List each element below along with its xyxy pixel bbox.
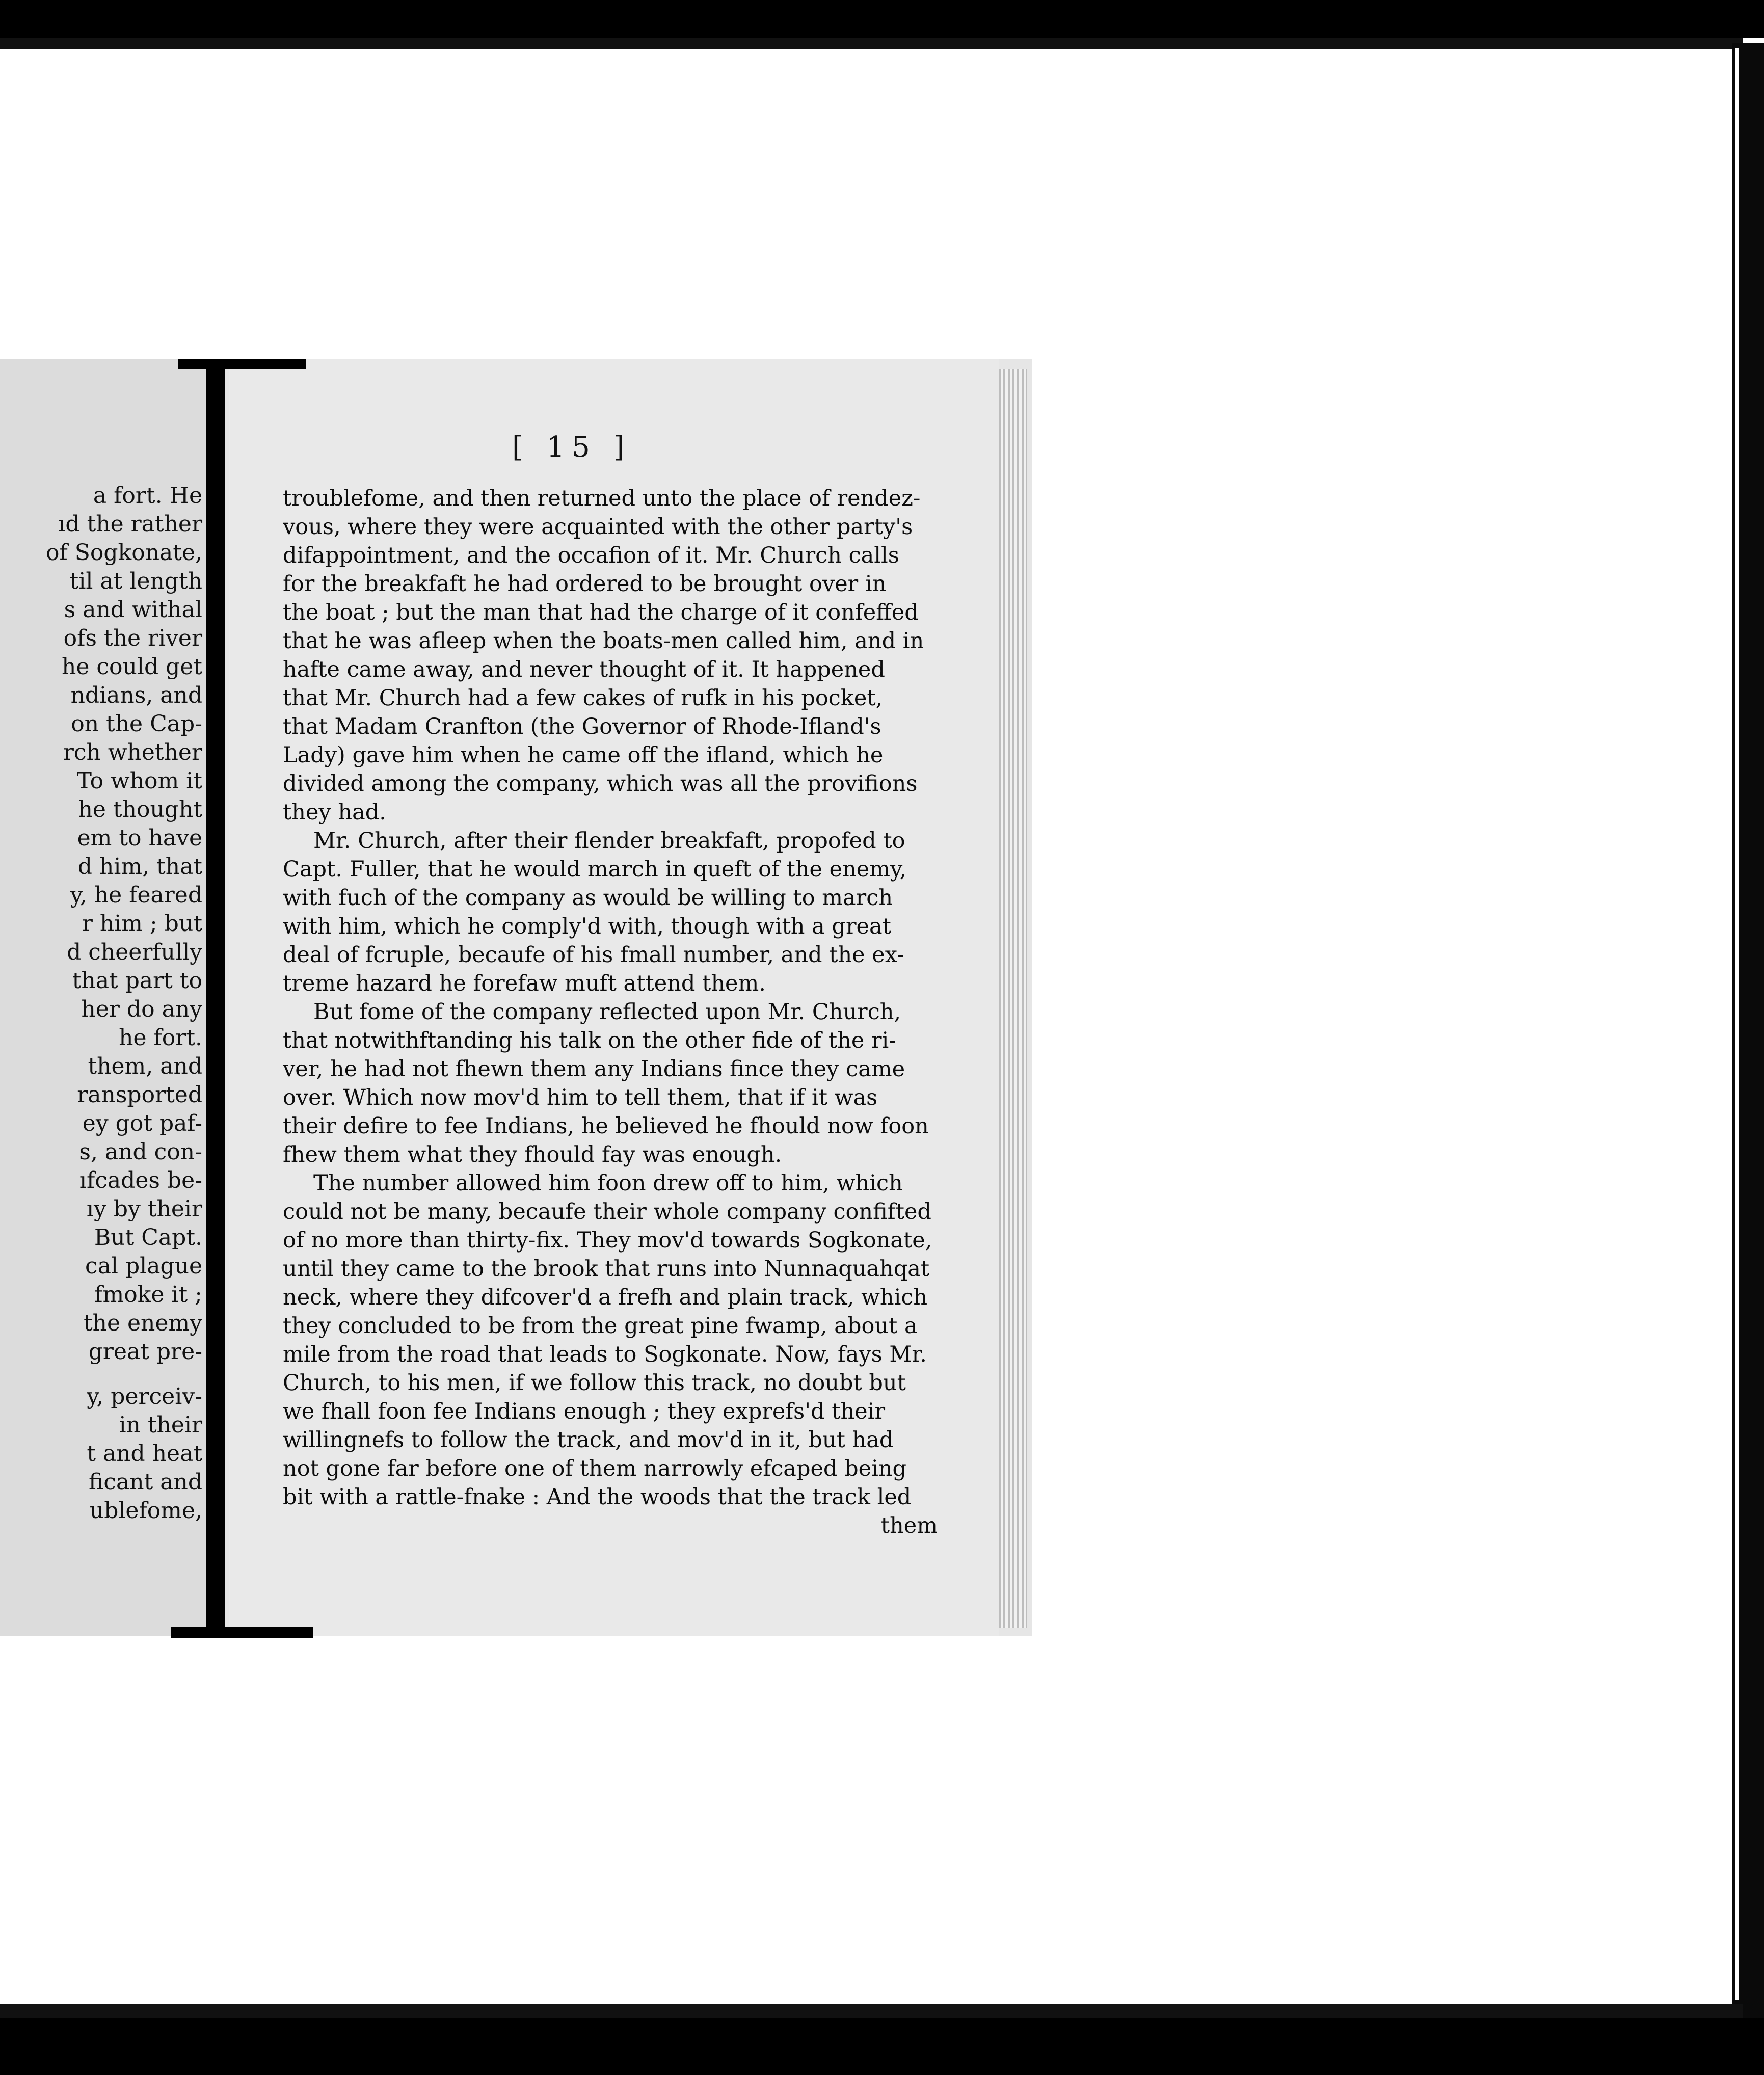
body-text-line: the boat ; but the man that had the charge of it confeffed	[283, 600, 919, 625]
left-page-line: r him ; but	[82, 911, 202, 937]
body-text-line: they concluded to be from the great pine fwamp, about a	[283, 1313, 918, 1339]
left-page-line: cal plague	[85, 1253, 202, 1279]
left-page-line: he thought	[78, 796, 202, 822]
body-text-line: bit with a rattle-fnake : And the woods that the track led	[283, 1484, 912, 1510]
body-text-line: troublefome, and then returned unto the place of rendez-	[283, 486, 921, 511]
body-text-line: deal of fcruple, becaufe of his fmall number, and the ex-	[283, 942, 904, 968]
body-text-line: hafte came away, and never thought of it. It happened	[283, 657, 885, 682]
body-text-line: Capt. Fuller, that he would march in queft of the enemy,	[283, 857, 907, 882]
left-page-line: But Capt.	[94, 1225, 202, 1251]
left-page-line: ndians, and	[70, 682, 202, 708]
body-text-line: difappointment, and the occafion of it. Mr. Church calls	[283, 543, 899, 568]
left-page-line: of Sogkonate,	[46, 540, 202, 566]
body-text-line: that Mr. Church had a few cakes of rufk in his pocket,	[283, 685, 883, 711]
gutter-clamp-vertical	[206, 364, 225, 1633]
body-text-line: not gone far before one of them narrowly efcaped being	[283, 1456, 907, 1481]
left-page-line: rch whether	[63, 739, 202, 765]
body-text-line: until they came to the brook that runs into Nunnaquahqat	[283, 1256, 930, 1282]
left-page-line: he could get	[62, 654, 202, 680]
left-page-line: d cheerfully	[67, 939, 202, 965]
left-page-line: that part to	[72, 968, 202, 994]
left-page-line: ficant and	[89, 1469, 202, 1495]
body-text-line: their defire to fee Indians, he believed he fhould now foon	[283, 1113, 929, 1139]
left-page-line: ıy by their	[86, 1196, 202, 1222]
page-edges	[999, 369, 1027, 1628]
body-text-line: that notwithftanding his talk on the other fide of the ri-	[283, 1028, 896, 1053]
left-page-line: her do any	[81, 996, 202, 1022]
body-text-line: they had.	[283, 800, 386, 825]
left-page-line: he fort.	[119, 1025, 202, 1051]
left-page-line: em to have	[77, 825, 202, 851]
body-text-line: that Madam Cranfton (the Governor of Rhode-Ifland's	[283, 714, 881, 739]
left-page-line: on the Cap-	[71, 711, 202, 737]
left-page	[0, 359, 211, 1636]
left-page-line: s and withal	[64, 597, 202, 623]
scanner-border-top	[0, 0, 1764, 38]
left-page-line: in their	[119, 1412, 202, 1438]
page-number: [ 15 ]	[512, 431, 632, 464]
left-page-line: ey got paf-	[82, 1110, 202, 1136]
left-page-line: t and heat	[87, 1441, 202, 1467]
body-text-line: neck, where they difcover'd a frefh and plain track, which	[283, 1285, 928, 1310]
body-text-line: willingnefs to follow the track, and mov'd in it, but had	[283, 1427, 894, 1453]
scanner-border-bottom-edge	[0, 2004, 1743, 2018]
left-page-line: fmoke it ;	[94, 1282, 202, 1308]
body-text-line: of no more than thirty-fix. They mov'd towards Sogkonate,	[283, 1228, 932, 1253]
left-page-line: s, and con-	[79, 1139, 202, 1165]
body-text-line: Lady) gave him when he came off the ifland, which he	[283, 742, 884, 768]
body-text-line: vous, where they were acquainted with the other party's	[283, 514, 913, 540]
left-page-line: ransported	[77, 1082, 202, 1108]
left-page-line: a fort. He	[93, 483, 202, 509]
left-page-line: ofs the river	[63, 625, 202, 651]
scanner-border-bottom	[0, 2018, 1764, 2075]
left-page-line: great pre-	[88, 1339, 202, 1365]
body-text-line: over. Which now mov'd him to tell them, that if it was	[283, 1085, 878, 1110]
body-text-line: that he was afleep when the boats-men called him, and in	[283, 628, 924, 654]
body-text-line: mile from the road that leads to Sogkonate. Now, fays Mr.	[283, 1342, 927, 1367]
body-text-line: ver, he had not fhewn them any Indians fince they came	[283, 1056, 905, 1082]
body-text-line: But fome of the company reflected upon Mr. Church,	[313, 999, 901, 1025]
left-page-line: y, he feared	[70, 882, 202, 908]
body-text-line: with fuch of the company as would be willing to march	[283, 885, 893, 911]
body-text-line: divided among the company, which was all the provifions	[283, 771, 918, 796]
left-page-line: ıfcades be-	[79, 1167, 202, 1193]
body-text-line: Church, to his men, if we follow this track, no doubt but	[283, 1370, 906, 1396]
body-text-line: treme hazard he forefaw muft attend them.	[283, 971, 766, 996]
body-text-line: for the breakfaft he had ordered to be brought over in	[283, 571, 887, 597]
body-text-line: Mr. Church, after their flender breakfaft, propofed to	[313, 828, 905, 854]
left-page-line: them, and	[88, 1053, 202, 1079]
body-text-line: we fhall foon fee Indians enough ; they exprefs'd their	[283, 1399, 885, 1424]
left-page-line: y, perceiv-	[87, 1384, 202, 1409]
left-page-line: ıd the rather	[58, 511, 202, 537]
gutter-clamp-top	[178, 359, 306, 369]
left-page-line: til at length	[69, 568, 202, 594]
left-page-line: d him, that	[77, 854, 202, 880]
body-text-line: The number allowed him foon drew off to him, which	[313, 1170, 903, 1196]
scanner-border-right-inner	[1735, 48, 1739, 2000]
gutter-clamp-bottom	[171, 1627, 313, 1638]
left-page-line: the enemy	[83, 1310, 202, 1336]
left-page-line: To whom it	[76, 768, 202, 794]
left-page-line: ublefome,	[89, 1498, 202, 1524]
scanner-border-top-edge	[0, 38, 1743, 49]
body-text-line: could not be many, becaufe their whole company confifted	[283, 1199, 931, 1225]
catchword: them	[880, 1513, 938, 1538]
body-text-line: fhew them what they fhould fay was enough.	[283, 1142, 782, 1167]
body-text-line: with him, which he comply'd with, though with a great	[283, 914, 891, 939]
